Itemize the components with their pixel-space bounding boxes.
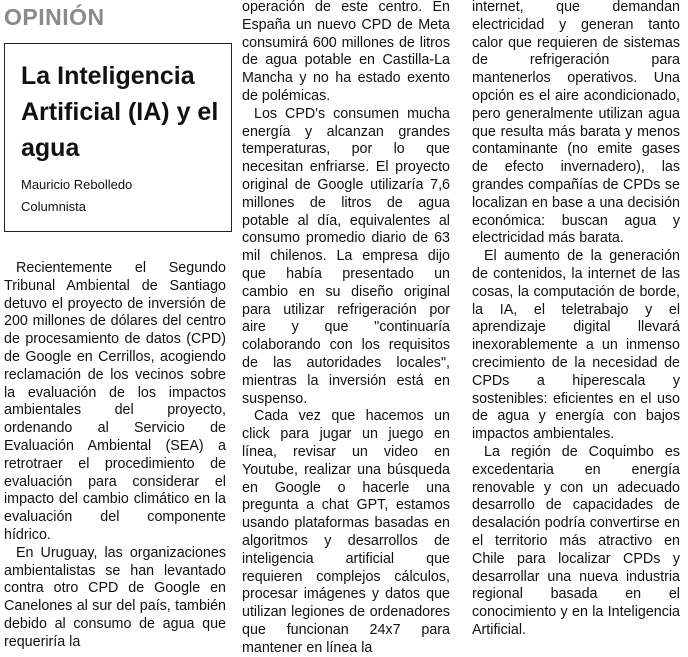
paragraph: Recientemente el Segundo Tribunal Ambiental de Santiago detuvo el proyecto de inversión de 200 millones de dólares del centro de procesamiento de datos (CPD) de Google en Cerrillos, acogiendo reclamación de los vecinos sobre la evaluación de los impactos ambientales del proyecto, ordenando al Servicio de Evaluación Ambiental (SEA) a retrotraer el procedimiento de evaluación para considerar el impacto del cambio climático en la evaluación del componente hídrico. bbox=[4, 260, 226, 543]
article-column-3 bbox=[472, 0, 680, 640]
paragraph: En Uruguay, las organizaciones ambientalistas se han levantado contra otro CPD de Google en Canelones al sur del país, también debido al consumo de agua que requeriría la bbox=[4, 544, 226, 650]
paragraph: Cada vez que hacemos un click para jugar un juego en línea, revisar un video en Youtube, realizar una búsqueda en Google o hacerle una pregunta a chat GPT, estamos usando plataformas basadas en algoritmos y desarrollos de inteligencia artificial que requieren complejos cálculos, procesar imágenes y datos que utilizan legiones de ordenadores que funcionan 24x7 para mantener en línea la bbox=[242, 408, 450, 656]
article-column-1 bbox=[4, 260, 226, 652]
paragraph: La región de Coquimbo es excedentaria en energía renovable y con un adecuado desarrollo de capacidades de desalación podría convertirse en el territorio más atractivo en Chile para localizar CPDs y desarrollar una nueva industria regional basada en el conocimiento y en la Inteligencia Artificial. bbox=[472, 443, 680, 638]
paragraph: El aumento de la generación de contenidos, la internet de las cosas, la computación de borde, la IA, el teletrabajo y el aprendizaje digital llevará inexorablemente a un inmenso crecimiento de la necesidad de CPDs a hiperescala y sostenibles: eficientes en el uso de agua y energía con bajos impactos ambientales. bbox=[472, 248, 680, 443]
article-column-2 bbox=[242, 0, 450, 657]
author-name: Mauricio Rebolledo bbox=[21, 177, 133, 192]
paragraph: operación de este centro. En España un nuevo CPD de Meta consumirá 600 millones de litros de agua potable en Castilla-La Mancha y no ha estado exento de polémicas. bbox=[242, 0, 450, 104]
headline-box bbox=[4, 43, 232, 232]
section-label: OPINIÓN bbox=[4, 4, 105, 30]
paragraph: Los CPD's consumen mucha energía y alcanzan grandes temperaturas, por lo que necesitan enfriarse. El proyecto original de Google utilizaría 7,6 millones de litros de agua potable al día, equivalentes al consumo promedio diario de 63 mil chilenos. La empresa dijo que había presentado un cambio en su diseño original para utilizar refrigeración por aire y que "continuaría colaborando con los requisitos de las autoridades locales", mientras la inversión está en suspenso. bbox=[242, 105, 450, 407]
paragraph: internet, que demandan electricidad y generan tanto calor que requieren de sistemas de refrigeración para mantenerlos operativos. Una opción es el aire acondicionado, pero generalmente utilizan agua que resulta más barata y menos contaminante (no emite gases de efecto invernadero), las grandes compañías de CPDs se localizan en base a una decisión económica: buscan agua y electricidad más barata. bbox=[472, 0, 680, 247]
headline: La Inteligencia Artificial (IA) y el agua bbox=[21, 62, 219, 162]
author-role: Columnista bbox=[21, 199, 87, 214]
